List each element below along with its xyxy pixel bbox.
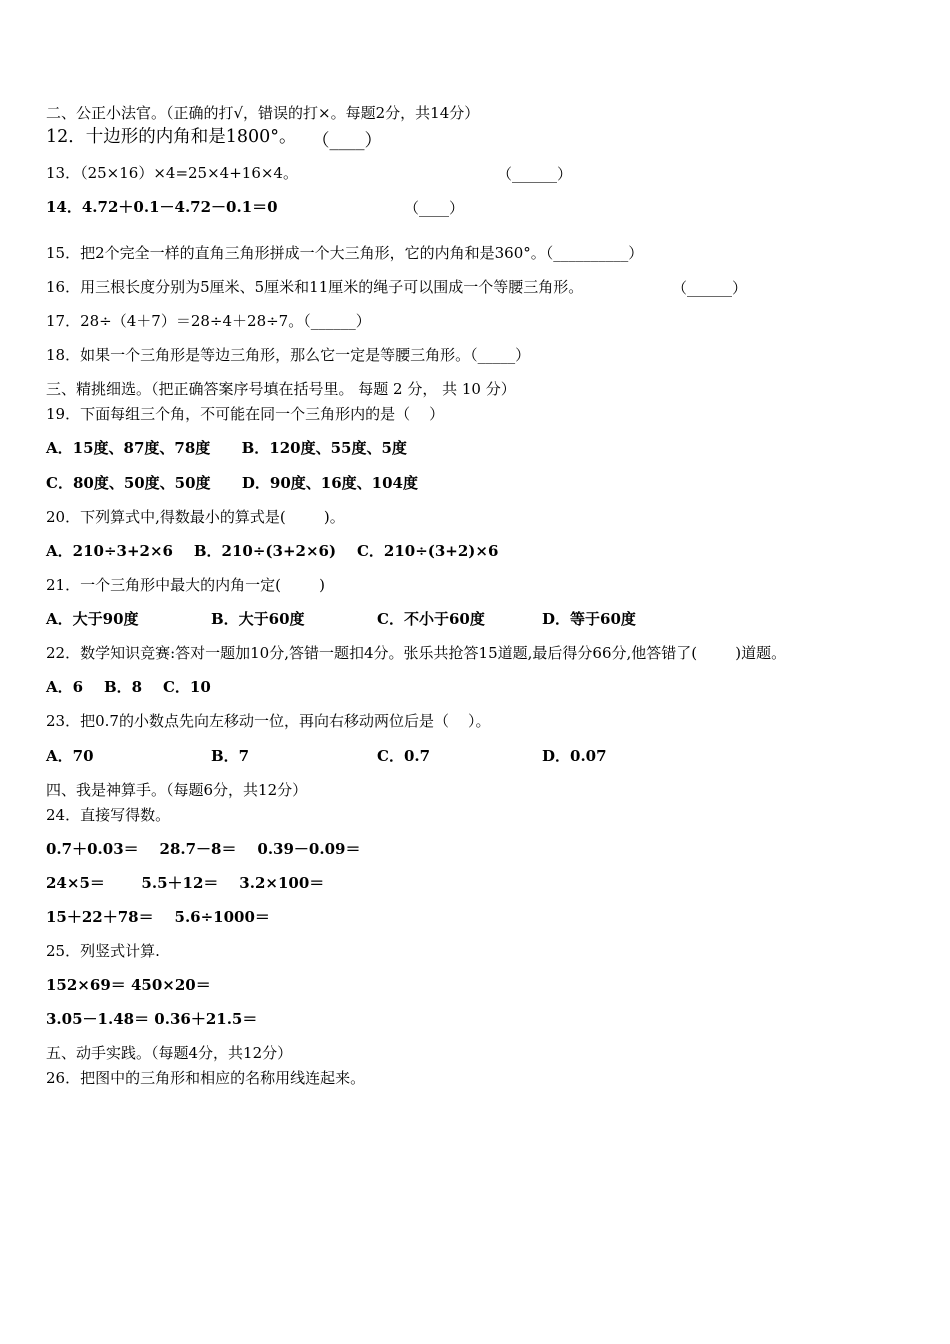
- section-3-title: 三、精挑细选。（把正确答案序号填在括号里。 每题 2 分， 共 10 分）: [46, 380, 516, 398]
- question-12-blank[interactable]: （____）: [312, 131, 382, 151]
- question-14-blank[interactable]: （____）: [404, 199, 465, 217]
- question-23-option-c: C．0.7: [377, 747, 431, 765]
- question-16: 16．用三根长度分别为5厘米、5厘米和11厘米的绳子可以围成一个等腰三角形。: [46, 278, 584, 296]
- question-26: 26．把图中的三角形和相应的名称用线连起来。: [46, 1069, 366, 1087]
- section-5-title: 五、动手实践。（每题4分，共12分）: [46, 1044, 293, 1062]
- question-21-option-a: A．大于90度: [46, 610, 139, 628]
- question-20-stem: 20．下列算式中,得数最小的算式是( )。: [46, 508, 345, 526]
- question-14: 14．4.72＋0.1－4.72－0.1＝0: [46, 198, 278, 216]
- question-20-options: A．210÷3+2×6 B．210÷(3+2×6) C．210÷(3+2)×6: [46, 542, 499, 560]
- question-18: 18．如果一个三角形是等边三角形，那么它一定是等腰三角形。（_____）: [46, 346, 531, 364]
- section-2-title: 二、公正小法官。（正确的打√，错误的打×。每题2分，共14分）: [46, 104, 480, 122]
- question-25-stem: 25．列竖式计算.: [46, 942, 160, 960]
- question-23-option-d: D．0.07: [542, 747, 607, 765]
- question-22-options: A．6 B．8 C．10: [46, 678, 211, 696]
- question-19-stem: 19．下面每组三个角，不可能在同一个三角形内的是（ ）: [46, 405, 445, 423]
- question-24-row-3: 15＋22＋78＝ 5.6÷1000＝: [46, 908, 270, 926]
- question-23-option-a: A．70: [46, 747, 94, 765]
- question-24-stem: 24．直接写得数。: [46, 806, 171, 824]
- question-21-option-c: C．不小于60度: [377, 610, 485, 628]
- section-4-title: 四、我是神算手。（每题6分，共12分）: [46, 781, 308, 799]
- question-24-row-1: 0.7＋0.03＝ 28.7－8＝ 0.39－0.09＝: [46, 840, 361, 858]
- question-12: 12．十边形的内角和是1800°。: [46, 127, 297, 147]
- question-25-row-2: 3.05－1.48＝ 0.36＋21.5＝: [46, 1010, 258, 1028]
- question-13-blank[interactable]: （______）: [497, 165, 573, 183]
- question-15: 15．把2个完全一样的直角三角形拼成一个大三角形，它的内角和是360°。（__________）: [46, 244, 644, 262]
- question-19-options-cd: C．80度、50度、50度 D．90度、16度、104度: [46, 474, 418, 492]
- question-22-stem: 22．数学知识竞赛:答对一题加10分,答错一题扣4分。张乐共抢答15道题,最后得分66分,他答错了( )道题。: [46, 644, 787, 662]
- question-21-stem: 21．一个三角形中最大的内角一定( ): [46, 576, 325, 594]
- question-19-options-ab: A．15度、87度、78度 B．120度、55度、5度: [46, 439, 407, 457]
- question-13: 13．（25×16）×4=25×4+16×4。: [46, 164, 298, 182]
- question-21-option-b: B．大于60度: [211, 610, 305, 628]
- question-17: 17．28÷（4＋7）＝28÷4＋28÷7。（______）: [46, 312, 371, 330]
- question-16-blank[interactable]: （______）: [672, 279, 748, 297]
- question-24-row-2: 24×5＝ 5.5＋12＝ 3.2×100＝: [46, 874, 325, 892]
- question-23-stem: 23．把0.7的小数点先向左移动一位，再向右移动两位后是（ ）。: [46, 712, 491, 730]
- question-25-row-1: 152×69＝ 450×20＝: [46, 976, 211, 994]
- question-23-option-b: B．7: [211, 747, 250, 765]
- question-21-option-d: D．等于60度: [542, 610, 636, 628]
